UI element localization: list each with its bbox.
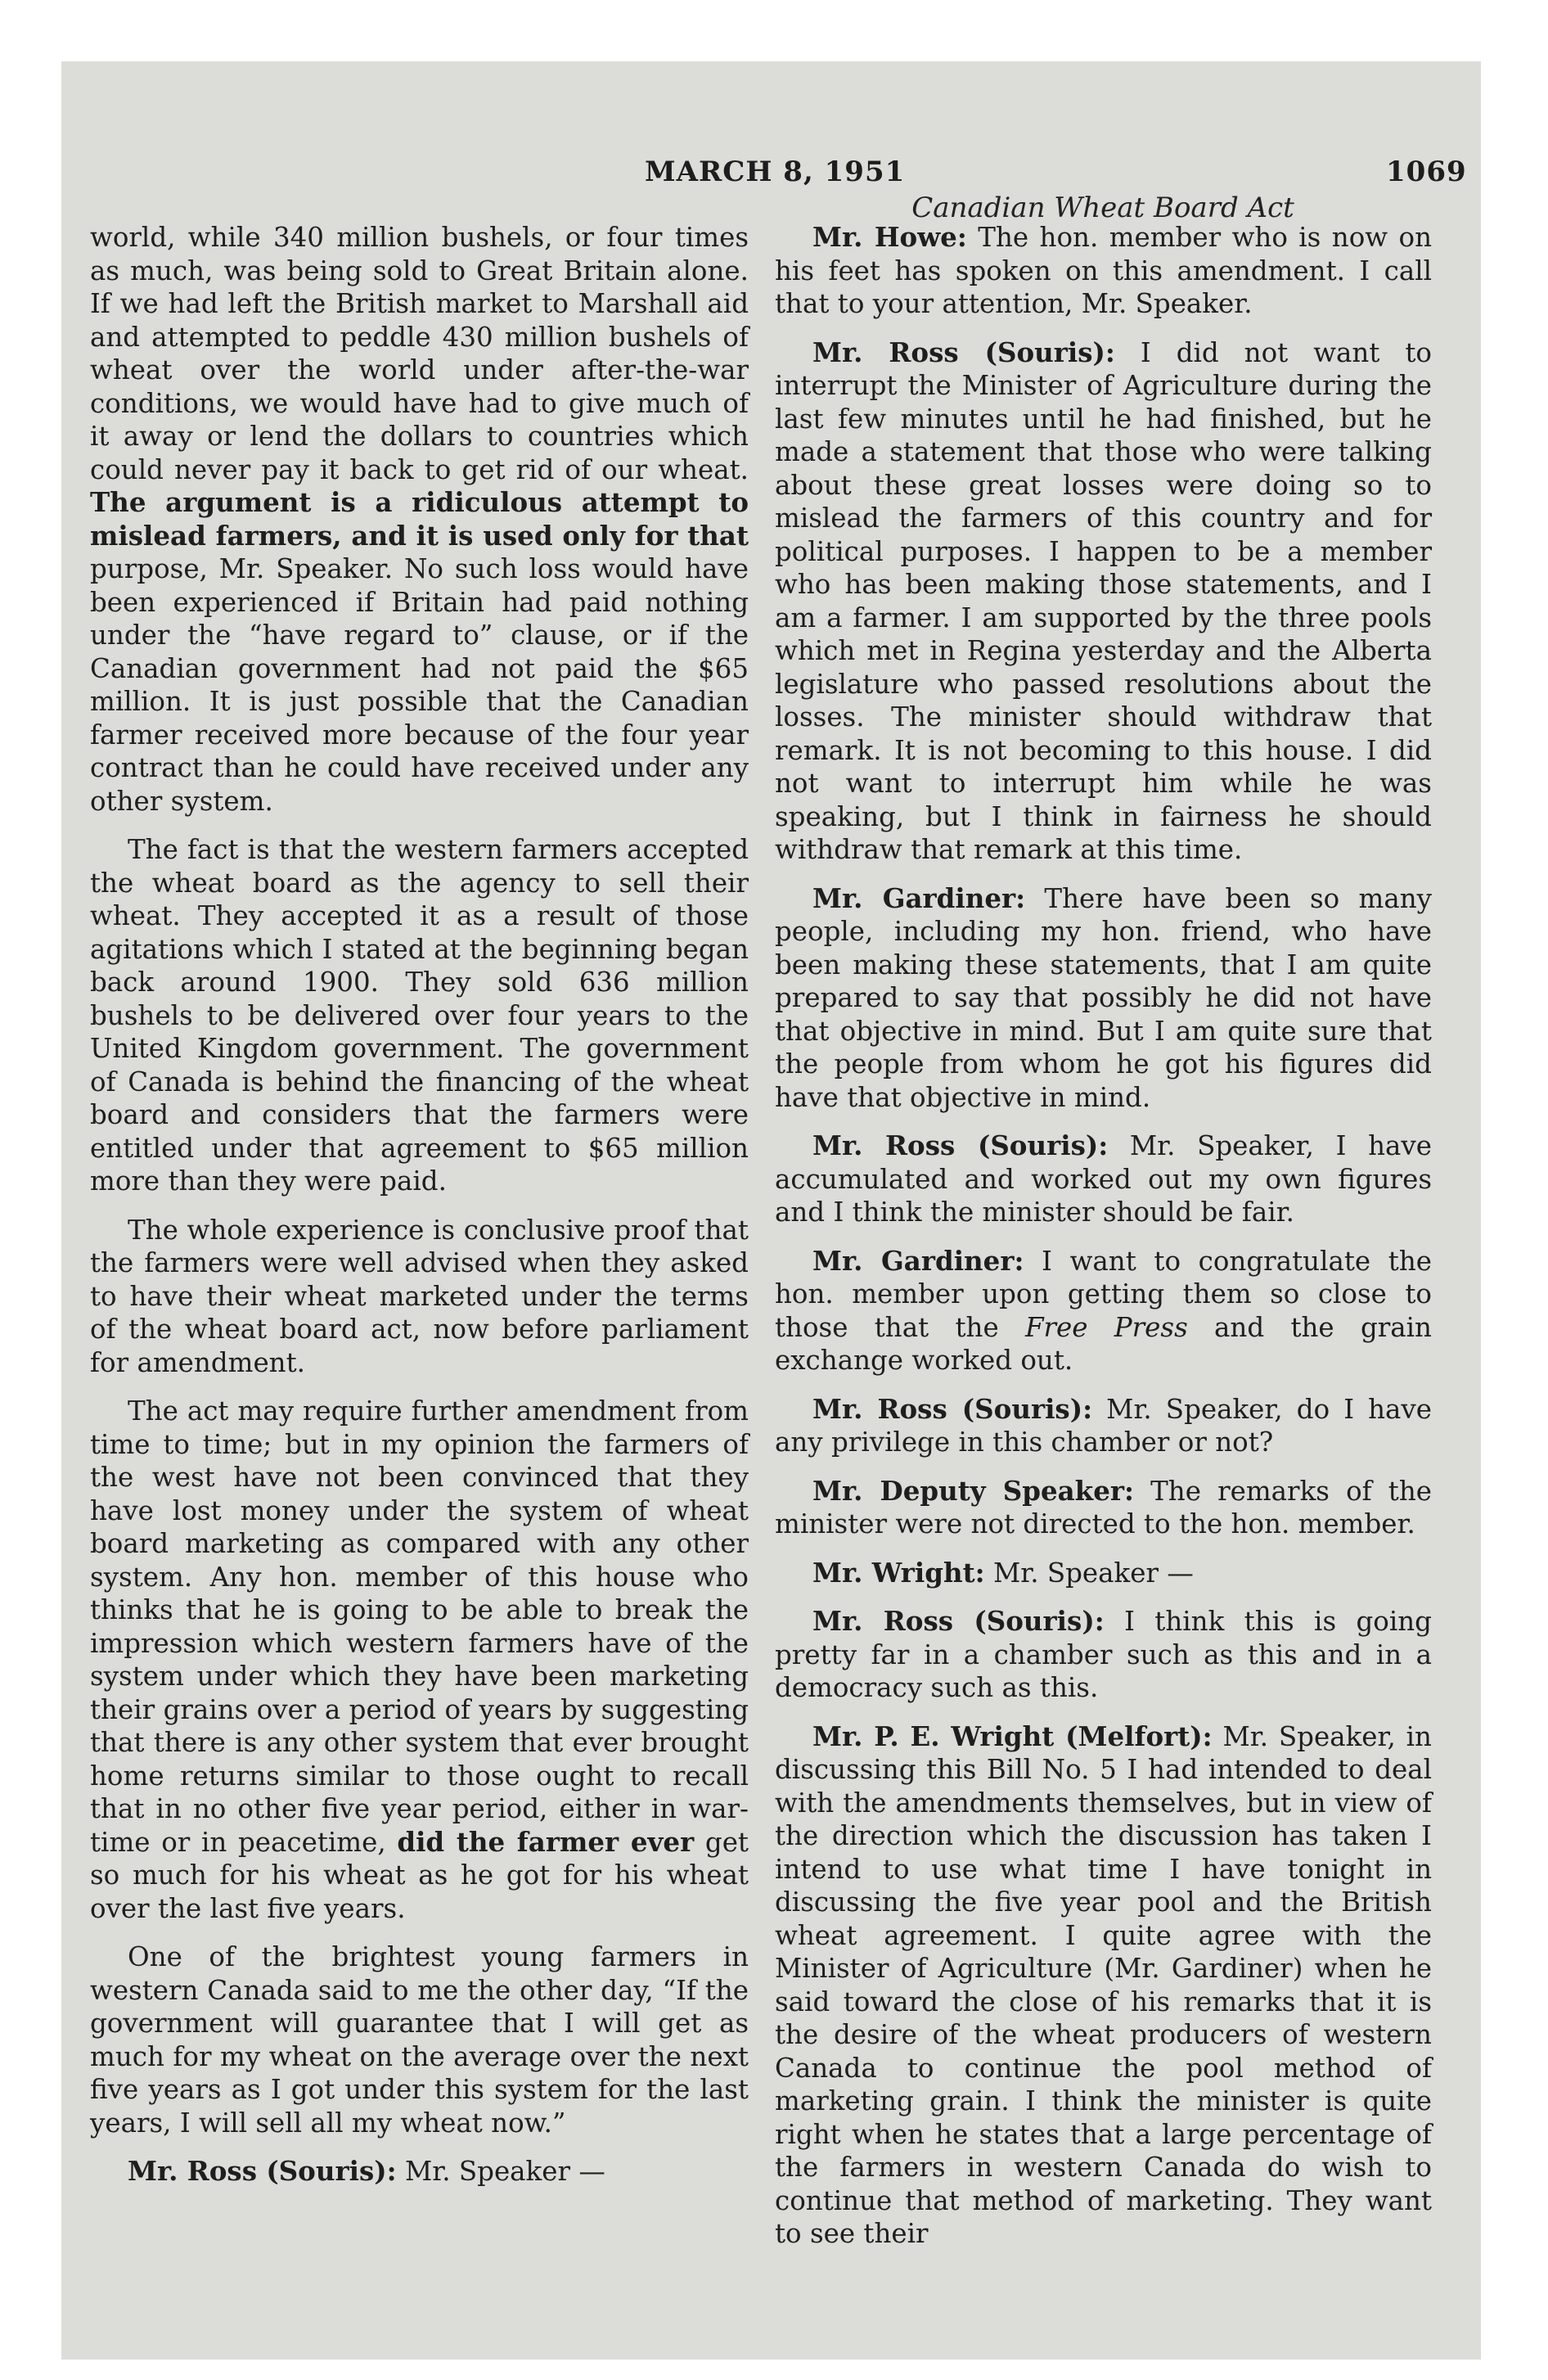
speaker-name: Mr. Deputy Speaker: <box>812 1474 1134 1507</box>
bold-text: did the farmer ever <box>397 1825 695 1858</box>
speech <box>90 2155 749 2188</box>
paragraph-text: purpose, Mr. Speaker. No such loss would have been experienced if Britain had paid nothing under the “have regard to” clause, or if the Canadian government had not paid the $65 million. It is just possible that the Canadian farmer received more because of the four year contract than he could have received under any other system. <box>90 553 749 817</box>
speech-text: Mr. Speaker — <box>984 1557 1194 1589</box>
bold-text: The argument is a ridiculous attempt to mislead farmers, and it is used only for that <box>90 486 749 552</box>
speech-text: I think this is going pretty far in a chamber such as this and in a democracy such as this. <box>775 1606 1432 1703</box>
paragraph-text: world, while 340 million bushels, or four times as much, was being sold to Great Britain alone. If we had left the British market to Marshall aid and attempted to peddle 430 million bushels of wheat over the world under after-the-war conditions, we would have had to give much of it away or lend the dollars to countries which could never pay it back to get rid of our wheat. <box>90 222 749 485</box>
speech <box>775 1720 1432 2251</box>
paragraph: The whole experience is conclusive proof that the farmers were well advised when they asked to have their wheat marketed under the terms of the wheat board act, now before parliament for amendment. <box>90 1214 749 1378</box>
speaker-name: Mr. Howe: <box>812 221 967 253</box>
speaker-name: Mr. Wright: <box>812 1556 985 1589</box>
speaker-name: Mr. Ross (Souris): <box>128 2155 397 2187</box>
speech <box>775 1475 1432 1541</box>
speech-text: Mr. Speaker — <box>396 2156 605 2187</box>
paragraph: The fact is that the western farmers accepted the wheat board as the agency to sell their wheat. They accepted it as a result of those agitations which I stated at the beginning began back around 1900. They sold 636 million bushels to be delivered over four years to the United Kingdom government. The government of Canada is behind the financing of the wheat board and considers that the farmers were entitled under that agreement to $65 million more than they were paid. <box>90 834 749 1197</box>
italic-text: Free Press <box>1024 1311 1188 1343</box>
speech-text: and the grain exchange worked out. <box>775 1311 1432 1376</box>
speech <box>775 882 1432 1115</box>
speaker-name: Mr. Gardiner: <box>812 1244 1024 1277</box>
speech <box>775 1605 1432 1705</box>
paragraph-text: The act may require further amendment from time to time; but in my opinion the farmers of the west have not been convinced that they have lost money under the system of wheat board marketing as compared with any other system. Any hon. member of this house who thinks that he is going to be able to break the impression which western farmers have of the system under which they have been marketing their grains over a period of years by suggesting that there is any other system that ever brought home returns similar to those ought to recall that in no other five year period, either in war-time or in peacetime, <box>90 1395 749 1858</box>
speech-text: There have been so many people, including my hon. friend, who have been making these statements, that I am quite prepared to say that possibly he did not have that objective in mind. But I am quite sure that the people from whom he got his figures did have that objective in mind. <box>775 882 1432 1113</box>
speaker-name: Mr. Ross (Souris): <box>812 1605 1105 1637</box>
speech <box>775 1129 1432 1229</box>
speaker-name: Mr. Ross (Souris): <box>812 336 1115 368</box>
running-subtitle: Canadian Wheat Board Act <box>911 192 1294 224</box>
speech-text: I did not want to interrupt the Minister of Agriculture during the last few minutes until he had finished, but he made a statement that those who were talking about these great losses were doing so to mislead the farmers of this country and for political purposes. I happen to be a member who has been making those statements, and I am a farmer. I am supported by the three pools which met in Regina yesterday and the Alberta legislature who passed resolutions about the losses. The minister should withdraw that remark. It is not becoming to this house. I did not want to interrupt him while he was speaking, but I think in fairness he should withdraw that remark at this time. <box>775 336 1432 865</box>
header-date: MARCH 8, 1951 <box>645 156 906 188</box>
speech <box>775 336 1432 867</box>
speech-text: Mr. Speaker, do I have any privilege in this chamber or not? <box>775 1393 1432 1458</box>
speech-text: The remarks of the minister were not directed to the hon. member. <box>775 1475 1433 1539</box>
speech <box>775 1393 1432 1459</box>
left-column <box>90 221 749 2204</box>
paragraph-text: get so much for his wheat as he got for his wheat over the last five years. <box>90 1826 749 1924</box>
speech-text: The hon. member who is now on his feet has spoken on this amendment. I call that to your attention, Mr. Speaker. <box>775 222 1433 319</box>
speech <box>775 221 1432 321</box>
speech <box>775 1245 1432 1377</box>
speaker-name: Mr. Ross (Souris): <box>812 1129 1109 1161</box>
page-number: 1069 <box>1386 156 1467 188</box>
paragraph <box>90 221 749 818</box>
paragraph: One of the brightest young farmers in western Canada said to me the other day, “If the government will guarantee that I will get as much for my wheat on the average over the next five years as I got under this system for the last years, I will sell all my wheat now.” <box>90 1941 749 2139</box>
speech-text: I want to congratulate the hon. member upon getting them so close to those that the <box>775 1245 1432 1343</box>
speaker-name: Mr. Gardiner: <box>812 881 1026 914</box>
speaker-name: Mr. Ross (Souris): <box>812 1392 1093 1425</box>
speech-text: Mr. Speaker, in discussing this Bill No. 5 I had intended to deal with the amendments themselves, but in view of the direction which the discussion has taken I intend to use what time I have tonight in discussing the five year pool and the British wheat agreement. I quite agree with the Minister of Agriculture (Mr. Gardiner) when he said toward the close of his remarks that it is the desire of the wheat producers of western Canada to continue the pool method of marketing grain. I think the minister is quite right when he states that a large percentage of the farmers in western Canada do wish to continue that method of marketing. They want to see their <box>775 1720 1432 2249</box>
paragraph <box>90 1395 749 1925</box>
speaker-name: Mr. P. E. Wright (Melfort): <box>812 1720 1213 1752</box>
right-column <box>775 221 1432 2266</box>
speech-text: Mr. Speaker, I have accumulated and worked out my own figures and I think the minister should be fair. <box>775 1130 1432 1228</box>
speech <box>775 1557 1432 1590</box>
